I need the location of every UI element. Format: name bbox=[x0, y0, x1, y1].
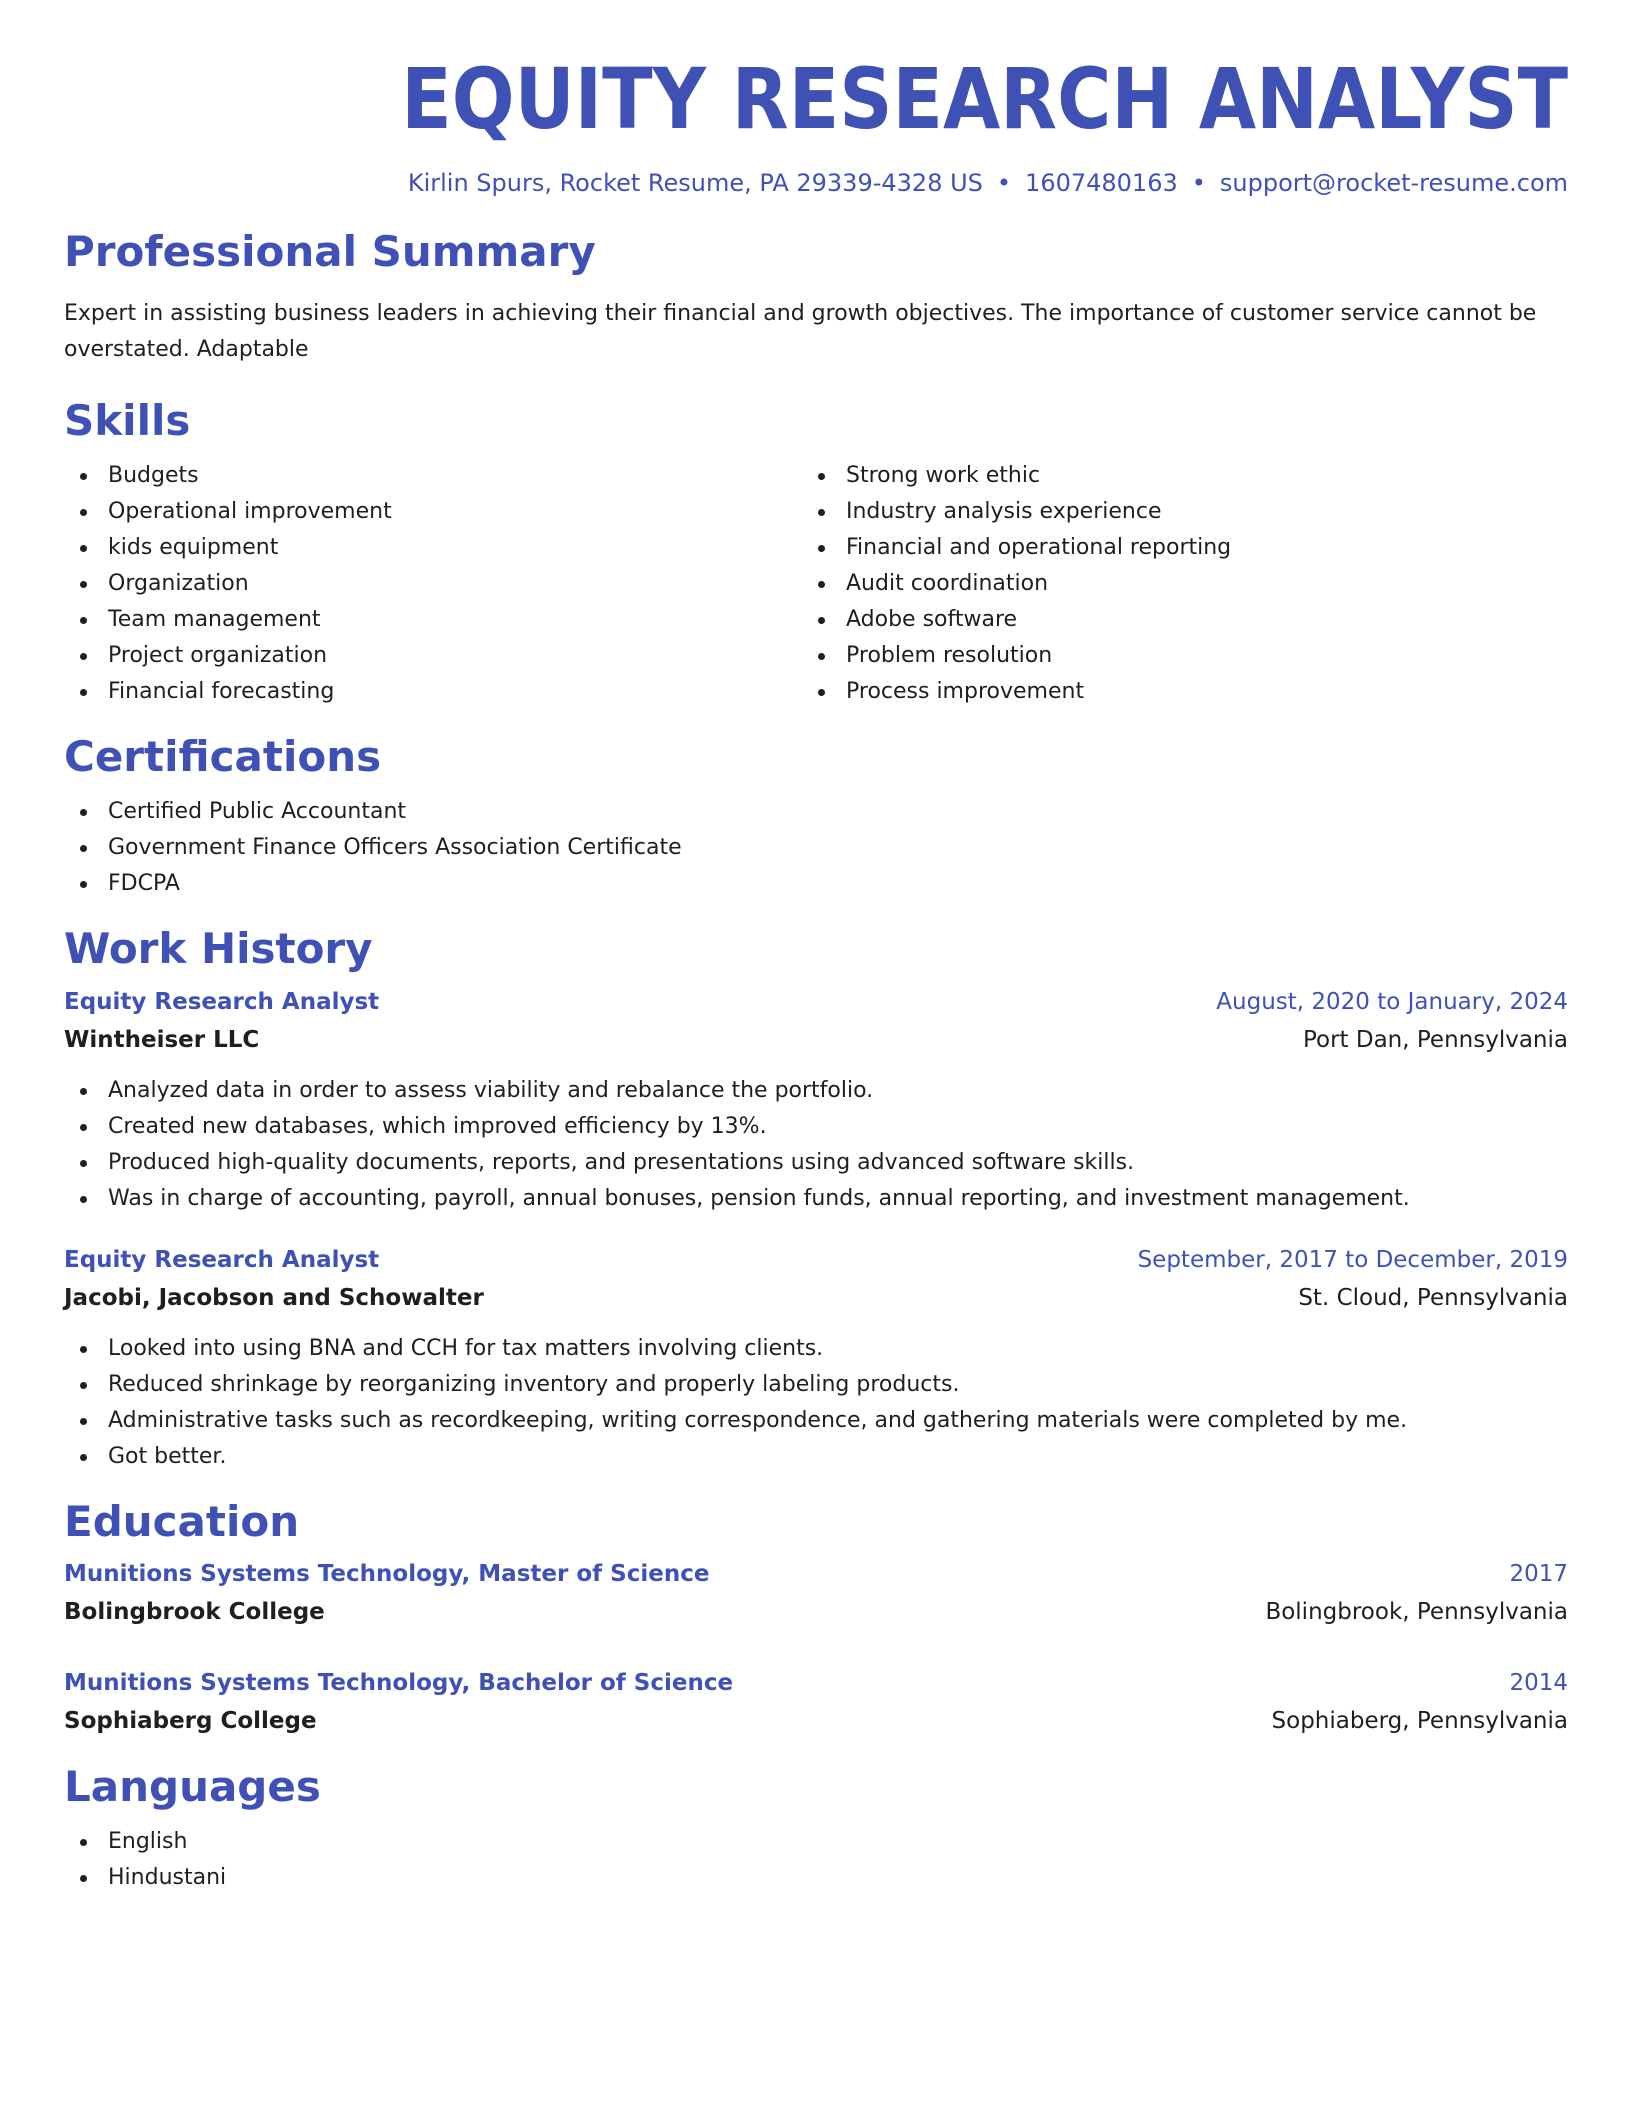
job-bullet: Got better. bbox=[64, 1439, 1568, 1475]
education-entry bbox=[64, 1555, 1568, 1631]
certification-item: FDCPA bbox=[64, 866, 1568, 902]
languages-list bbox=[64, 1824, 1568, 1896]
section-title-summary: Professional Summary bbox=[64, 227, 596, 277]
job-company: Jacobi, Jacobson and Schowalter bbox=[64, 1284, 484, 1311]
certifications-section bbox=[64, 732, 1568, 902]
job-location: St. Cloud, Pennsylvania bbox=[1298, 1284, 1568, 1311]
education-school: Bolingbrook College bbox=[64, 1599, 325, 1626]
skill-item: Industry analysis experience bbox=[802, 494, 1540, 530]
job-location: Port Dan, Pennsylvania bbox=[1302, 1026, 1568, 1053]
contact-separator: • bbox=[996, 169, 1012, 198]
education-header-row bbox=[64, 1664, 1568, 1702]
summary-text: Expert in assisting business leaders in achieving their financial and growth objectives. The importance of customer service cannot be overstated. Adaptable bbox=[64, 300, 1537, 362]
education-location: Sophiaberg, Pennsylvania bbox=[1271, 1708, 1568, 1735]
education-degree: Munitions Systems Technology, Bachelor of Science bbox=[64, 1670, 734, 1697]
skill-item: Project organization bbox=[64, 638, 802, 674]
contact-address: Kirlin Spurs, Rocket Resume, PA 29339-4328 US bbox=[407, 169, 983, 198]
section-title-work-history: Work History bbox=[64, 924, 373, 974]
job-entry bbox=[64, 983, 1568, 1217]
skill-item: Budgets bbox=[64, 458, 802, 494]
skill-item: Strong work ethic bbox=[802, 458, 1540, 494]
job-bullet: Looked into using BNA and CCH for tax matters involving clients. bbox=[64, 1331, 1568, 1367]
job-bullet: Reduced shrinkage by reorganizing inventory and properly labeling products. bbox=[64, 1367, 1568, 1403]
education-school-row bbox=[64, 1593, 1568, 1631]
contact-phone: 1607480163 bbox=[1025, 169, 1178, 198]
job-dates: August, 2020 to January, 2024 bbox=[1216, 988, 1568, 1015]
skill-item: Process improvement bbox=[802, 674, 1540, 710]
job-company: Wintheiser LLC bbox=[64, 1026, 260, 1053]
job-bullet: Produced high-quality documents, reports, and presentations using advanced software skills. bbox=[64, 1145, 1568, 1181]
job-role: Equity Research Analyst bbox=[64, 1246, 380, 1273]
job-bullet: Administrative tasks such as recordkeeping, writing correspondence, and gathering materials were completed by me. bbox=[64, 1403, 1568, 1439]
job-header-row bbox=[64, 983, 1568, 1021]
skill-item: Problem resolution bbox=[802, 638, 1540, 674]
education-school-row bbox=[64, 1702, 1568, 1740]
job-company-row bbox=[64, 1279, 1568, 1317]
section-title-certifications: Certifications bbox=[64, 731, 382, 781]
education-entry bbox=[64, 1664, 1568, 1740]
job-bullets bbox=[64, 1331, 1568, 1475]
education-location: Bolingbrook, Pennsylvania bbox=[1265, 1599, 1568, 1626]
certifications-list bbox=[64, 794, 1568, 902]
skill-item: Team management bbox=[64, 602, 802, 638]
section-title-education: Education bbox=[64, 1496, 300, 1546]
skill-item: Operational improvement bbox=[64, 494, 802, 530]
job-bullet: Analyzed data in order to assess viability and rebalance the portfolio. bbox=[64, 1073, 1568, 1109]
job-header-row bbox=[64, 1241, 1568, 1279]
education-header-row bbox=[64, 1555, 1568, 1593]
contact-email[interactable]: support@rocket-resume.com bbox=[1219, 169, 1568, 198]
education-year: 2014 bbox=[1509, 1670, 1568, 1697]
job-title: EQUITY RESEARCH ANALYST bbox=[401, 50, 1569, 148]
resume-header bbox=[64, 50, 1568, 197]
skills-list-right bbox=[802, 458, 1540, 710]
skill-item: kids equipment bbox=[64, 530, 802, 566]
job-bullet: Was in charge of accounting, payroll, annual bonuses, pension funds, annual reporting, and investment management. bbox=[64, 1181, 1568, 1217]
skills-list-left bbox=[64, 458, 802, 710]
certification-item: Government Finance Officers Association Certificate bbox=[64, 830, 1568, 866]
job-dates: September, 2017 to December, 2019 bbox=[1137, 1246, 1568, 1273]
skill-item: Adobe software bbox=[802, 602, 1540, 638]
languages-section bbox=[64, 1762, 1568, 1896]
education-section bbox=[64, 1497, 1568, 1740]
education-school: Sophiaberg College bbox=[64, 1708, 317, 1735]
skill-item: Financial and operational reporting bbox=[802, 530, 1540, 566]
skill-item: Financial forecasting bbox=[64, 674, 802, 710]
job-company-row bbox=[64, 1021, 1568, 1059]
skills-section bbox=[64, 396, 1568, 710]
skills-columns bbox=[64, 458, 1568, 710]
skill-item: Audit coordination bbox=[802, 566, 1540, 602]
work-history-section bbox=[64, 924, 1568, 1474]
section-title-languages: Languages bbox=[64, 1762, 321, 1812]
language-item: Hindustani bbox=[64, 1860, 1568, 1896]
job-role: Equity Research Analyst bbox=[64, 988, 380, 1015]
language-item: English bbox=[64, 1824, 1568, 1860]
education-year: 2017 bbox=[1509, 1561, 1568, 1588]
education-degree: Munitions Systems Technology, Master of Science bbox=[64, 1561, 710, 1588]
job-bullets bbox=[64, 1073, 1568, 1217]
section-title-skills: Skills bbox=[64, 395, 191, 445]
certification-item: Certified Public Accountant bbox=[64, 794, 1568, 830]
job-bullet: Created new databases, which improved efficiency by 13%. bbox=[64, 1109, 1568, 1145]
contact-line bbox=[64, 169, 1568, 197]
summary-section bbox=[64, 227, 1568, 367]
job-entry bbox=[64, 1241, 1568, 1475]
contact-separator: • bbox=[1191, 169, 1206, 198]
skill-item: Organization bbox=[64, 566, 802, 602]
